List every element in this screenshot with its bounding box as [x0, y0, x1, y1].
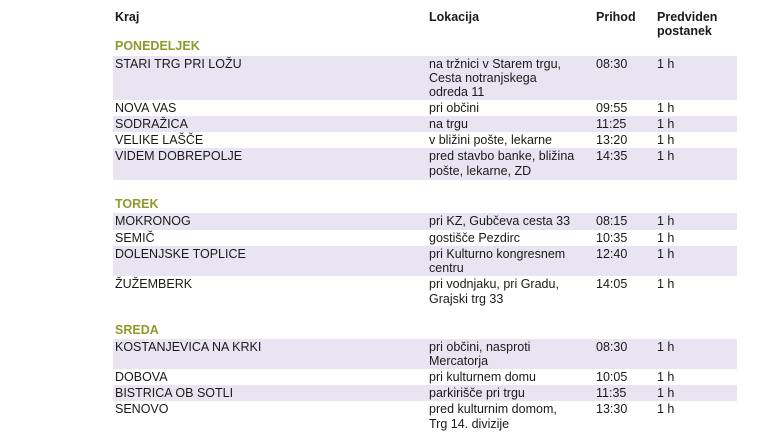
cell-lokacija-line2: Trg 14. divizije	[429, 417, 510, 431]
table-row	[113, 213, 737, 230]
cell-postanek: 1 h	[657, 386, 675, 400]
cell-postanek: 1 h	[657, 402, 675, 416]
cell-postanek: 1 h	[657, 117, 675, 131]
cell-lokacija-line1: pri vodnjaku, pri Gradu,	[429, 277, 559, 291]
cell-prihod: 13:30	[596, 402, 628, 416]
cell-kraj: VIDEM DOBREPOLJE	[115, 149, 243, 163]
cell-kraj: STARI TRG PRI LOŽU	[115, 57, 242, 71]
cell-prihod: 11:35	[596, 386, 627, 400]
cell-kraj: MOKRONOG	[115, 214, 191, 228]
cell-prihod: 12:40	[596, 247, 628, 261]
cell-lokacija-line2: pošte, lekarne, ZD	[429, 164, 532, 178]
cell-postanek: 1 h	[657, 340, 675, 354]
cell-postanek: 1 h	[657, 133, 675, 147]
day-heading-ponedeljek: PONEDELJEK	[115, 39, 200, 53]
cell-lokacija-line1: pri občini	[429, 101, 480, 115]
cell-prihod: 10:05	[596, 370, 628, 384]
cell-postanek: 1 h	[657, 57, 675, 71]
cell-lokacija-line2: Cesta notranjskega	[429, 71, 537, 85]
cell-kraj: DOBOVA	[115, 370, 168, 384]
table-row	[113, 369, 737, 385]
cell-lokacija-line1: pri kulturnem domu	[429, 370, 536, 384]
cell-lokacija-line1: pred stavbo banke, bližina	[429, 149, 575, 163]
cell-lokacija-line1: parkirišče pri trgu	[429, 386, 525, 400]
cell-postanek: 1 h	[657, 277, 675, 291]
cell-lokacija-line1: pri KZ, Gubčeva cesta 33	[429, 214, 571, 228]
table-row	[113, 148, 737, 180]
cell-postanek: 1 h	[657, 149, 675, 163]
table-row	[113, 100, 737, 116]
cell-postanek: 1 h	[657, 101, 675, 115]
cell-prihod: 13:20	[596, 133, 628, 147]
cell-lokacija-line2: Mercatorja	[429, 354, 489, 368]
cell-kraj: SENOVO	[115, 402, 169, 416]
cell-lokacija-line1: gostišče Pezdirc	[429, 231, 521, 245]
table-row	[113, 276, 737, 308]
day-heading-torek: TOREK	[115, 197, 159, 211]
cell-lokacija-line1: na tržnici v Starem trgu,	[429, 57, 561, 71]
cell-kraj: BISTRICA OB SOTLI	[115, 386, 234, 400]
cell-lokacija-line1: pri občini, nasproti	[429, 340, 531, 354]
cell-postanek: 1 h	[657, 247, 675, 261]
cell-lokacija-line1: pred kulturnim domom,	[429, 402, 557, 416]
table-row	[113, 339, 737, 369]
table-row	[113, 230, 737, 246]
cell-kraj: SEMIČ	[115, 231, 155, 245]
cell-prihod: 08:30	[596, 57, 628, 71]
table-row	[113, 246, 737, 276]
cell-prihod: 08:30	[596, 340, 628, 354]
cell-lokacija-line1: na trgu	[429, 117, 468, 131]
cell-prihod: 10:35	[596, 231, 628, 245]
cell-prihod: 08:15	[596, 214, 628, 228]
cell-kraj: KOSTANJEVICA NA KRKI	[115, 340, 262, 354]
header-prihod: Prihod	[596, 10, 636, 24]
cell-prihod: 11:25	[596, 117, 627, 131]
cell-kraj: VELIKE LAŠČE	[115, 133, 204, 147]
header-postanek-line2: postanek	[657, 24, 712, 38]
cell-lokacija-line1: v bližini pošte, lekarne	[429, 133, 552, 147]
cell-kraj: SODRAŽICA	[115, 117, 188, 131]
cell-prihod: 14:05	[596, 277, 628, 291]
cell-lokacija-line2: centru	[429, 261, 464, 275]
header-postanek-line1: Predviden	[657, 10, 718, 24]
table-row	[113, 401, 737, 435]
cell-prihod: 14:35	[596, 149, 628, 163]
cell-lokacija-line3: odreda 11	[429, 85, 485, 99]
header-lokacija: Lokacija	[429, 10, 480, 24]
table-row	[113, 56, 737, 100]
cell-kraj: DOLENJSKE TOPLICE	[115, 247, 246, 261]
cell-postanek: 1 h	[657, 231, 675, 245]
cell-kraj: ŽUŽEMBERK	[115, 277, 193, 291]
table-row	[113, 385, 737, 401]
table-row	[113, 116, 737, 132]
cell-postanek: 1 h	[657, 370, 675, 384]
cell-postanek: 1 h	[657, 214, 675, 228]
cell-kraj: NOVA VAS	[115, 101, 177, 115]
header-kraj: Kraj	[115, 10, 140, 24]
cell-prihod: 09:55	[596, 101, 628, 115]
day-heading-sreda: SREDA	[115, 323, 159, 337]
cell-lokacija-line2: Grajski trg 33	[429, 292, 504, 306]
table-row	[113, 132, 737, 148]
cell-lokacija-line1: pri Kulturno kongresnem	[429, 247, 566, 261]
